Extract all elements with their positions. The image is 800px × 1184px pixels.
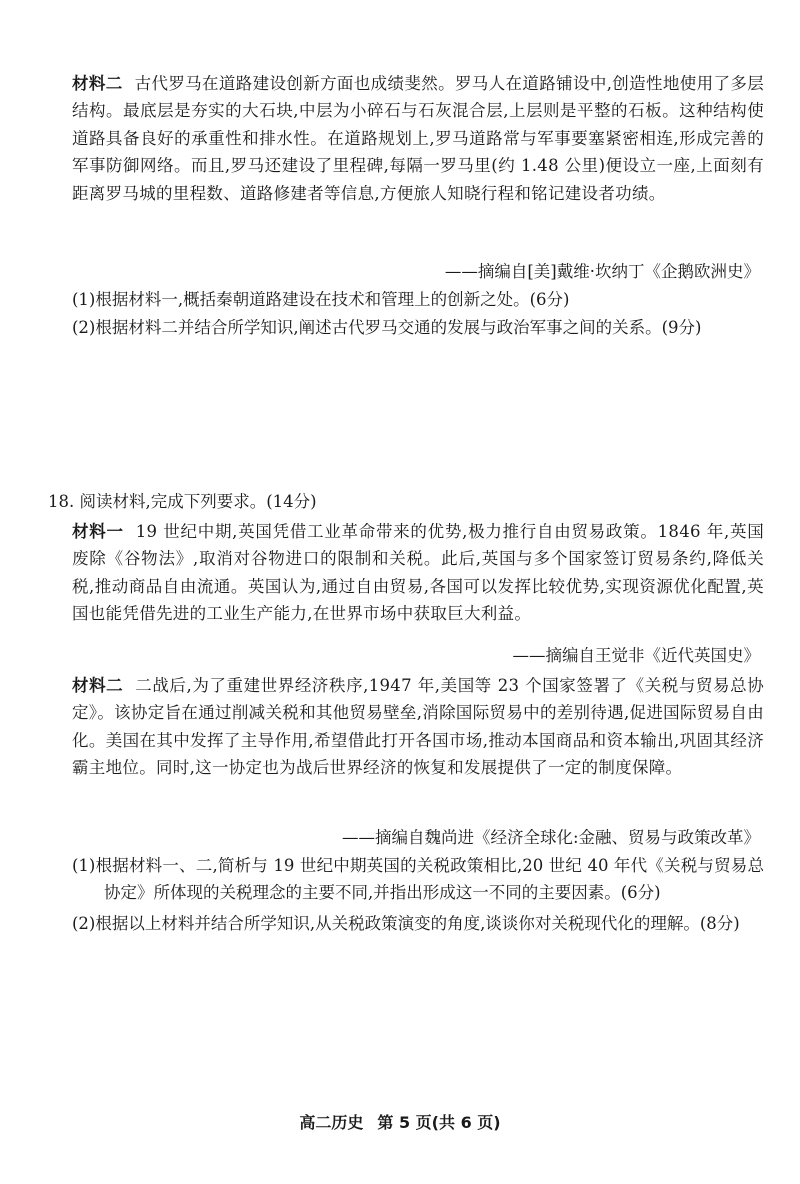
q18-material2-label: 材料二 — [72, 676, 124, 695]
q17-material2-label: 材料二 — [72, 74, 123, 93]
q17-subquestion-2 — [72, 314, 764, 341]
page-footer — [0, 1110, 800, 1133]
q18-material1-label: 材料一 — [72, 522, 124, 541]
q18-material1-source: ——摘编自王觉非《近代英国史》 — [512, 646, 760, 665]
q18-material2-text: 二战后,为了重建世界经济秩序,1947 年,美国等 23 个国家签署了《关税与贸易总协定》。该协定旨在通过削减关税和其他贸易壁垒,消除国际贸易中的差别待遇,促进国际贸易自由化。美国在其中发挥了主导作用,希望借此打开各国市场,推动本国商品和资本输出,巩固其经济霸主地位。同时,这一协定也为战后世界经济的恢复和发展提供了一定的制度保障。 — [72, 676, 764, 778]
q18-material2 — [72, 672, 764, 782]
q17-subquestion-2-text: (2)根据材料二并结合所学知识,阐述古代罗马交通的发展与政治军事之间的关系。(9分) — [72, 318, 702, 337]
q18-subquestion-2 — [72, 910, 764, 937]
footer-subject: 高二历史 — [299, 1113, 364, 1132]
q17-subquestion-1 — [72, 286, 764, 313]
q17-subquestion-1-text: (1)根据材料一,概括秦朝道路建设在技术和管理上的创新之处。(6分) — [72, 290, 570, 309]
q18-material1 — [72, 518, 764, 628]
q18-header: 18. 阅读材料,完成下列要求。(14分) — [48, 492, 317, 511]
footer-page-number: 第 5 页(共 6 页) — [377, 1113, 501, 1132]
q18-subquestion-1 — [72, 852, 764, 907]
q18-subquestion-1-text: (1)根据材料一、二,简析与 19 世纪中期英国的关税政策相比,20 世纪 40 年代《关税与贸易总协定》所体现的关税理念的主要不同,并指出形成这一不同的主要因素。(6分) — [72, 856, 764, 903]
q18-subquestion-2-text: (2)根据以上材料并结合所学知识,从关税政策演变的角度,谈谈你对关税现代化的理解。(8分) — [72, 914, 740, 933]
q17-material2 — [72, 70, 764, 207]
q18-material1-text: 19 世纪中期,英国凭借工业革命带来的优势,极力推行自由贸易政策。1846 年,英国废除《谷物法》,取消对谷物进口的限制和关税。此后,英国与多个国家签订贸易条约,降低关税,推动商品自由流通。英国认为,通过自由贸易,各国可以发挥比较优势,实现资源优化配置,英国也能凭借先进的工业生产能力,在世界市场中获取巨大利益。 — [72, 522, 764, 624]
q17-material2-text: 古代罗马在道路建设创新方面也成绩斐然。罗马人在道路铺设中,创造性地使用了多层结构。最底层是夯实的大石块,中层为小碎石与石灰混合层,上层则是平整的石板。这种结构使道路具备良好的承重性和排水性。在道路规划上,罗马道路常与军事要塞紧密相连,形成完善的军事防御网络。而且,罗马还建设了里程碑,每隔一罗马里(约 1.48 公里)便设立一座,上面刻有距离罗马城的里程数、道路修建者等信息,方便旅人知晓行程和铭记建设者功绩。 — [72, 74, 764, 203]
q18-material2-source: ——摘编自魏尚进《经济全球化:金融、贸易与政策改革》 — [341, 828, 760, 847]
q17-material2-source: ——摘编自[美]戴维·坎纳丁《企鹅欧洲史》 — [444, 262, 760, 281]
